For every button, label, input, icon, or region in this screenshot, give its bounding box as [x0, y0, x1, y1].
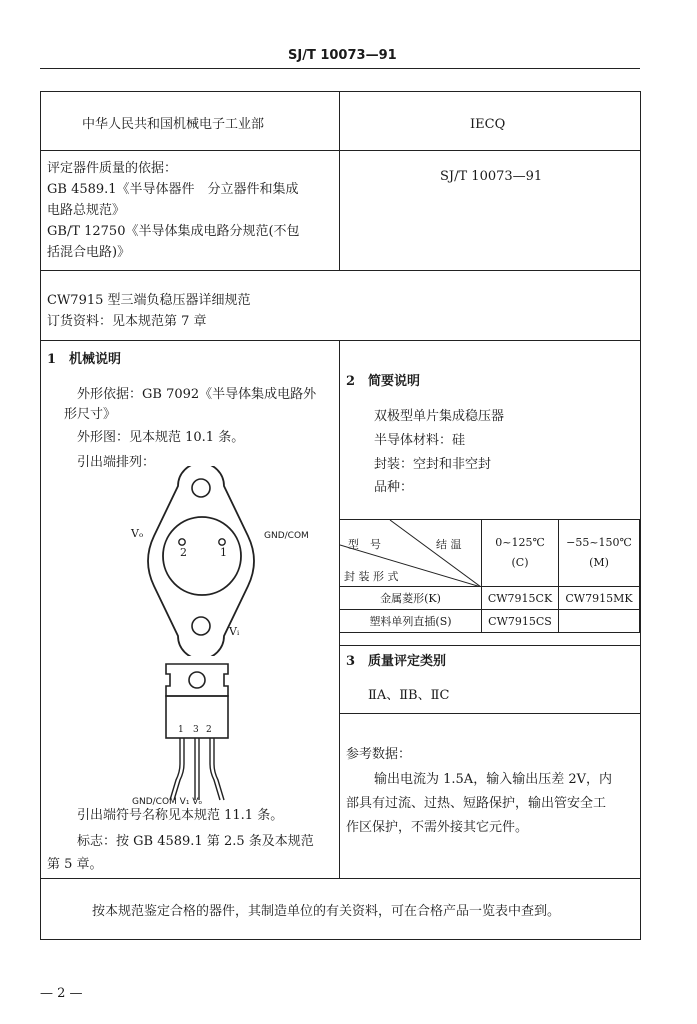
header-rule — [40, 68, 640, 69]
reference-heading: 参考数据： — [346, 747, 412, 762]
right-section-divider — [339, 713, 640, 714]
mech-heading: 1 机械说明 — [47, 352, 122, 367]
variant-c: CW7915CK — [482, 587, 559, 610]
row-divider — [40, 340, 640, 341]
brief-item: 品种： — [374, 480, 414, 495]
package-type: 塑料单列直插(S) — [340, 610, 482, 633]
quality-classes: ⅡA、ⅡB、ⅡC — [368, 688, 450, 703]
brief-item: 双极型单片集成稳压器 — [374, 409, 505, 424]
header-temp: 结 温 — [436, 538, 462, 551]
header-type: 型 号 — [348, 538, 381, 551]
sip-pin-1: 1 — [178, 725, 184, 735]
reference-line: 作区保护，不需外接其它元件。 — [346, 820, 529, 835]
page-number: — 2 — — [40, 986, 83, 1001]
reference-line: 部具有过流、过热、短路保护，输出管安全工 — [346, 796, 607, 811]
column-divider — [339, 91, 340, 271]
row-divider — [40, 878, 640, 879]
ministry-name: 中华人民共和国机械电子工业部 — [82, 117, 265, 132]
sip-pin-2: 2 — [206, 725, 212, 735]
table-row — [340, 610, 640, 633]
marking-reference-cont: 第 5 章。 — [47, 857, 103, 872]
pin-2-label: 2 — [180, 546, 187, 559]
pin-name-reference: 引出端符号名称见本规范 11.1 条。 — [77, 808, 284, 823]
reference-line: 输出电流为 1.5A，输入输出压差 2V，内 — [374, 772, 612, 787]
iecq-label: IECQ — [470, 117, 506, 132]
brief-item: 封装：空封和非空封 — [374, 457, 492, 472]
temp-range-m: −55~150℃ (M) — [559, 520, 640, 587]
ordering-info: 订货资料：见本规范第 7 章 — [47, 314, 207, 329]
to3-package-drawing — [140, 466, 265, 656]
marking-reference: 标志：按 GB 4589.1 第 2.5 条及本规范 — [77, 834, 314, 849]
variant-m — [559, 610, 640, 633]
table-corner-cell — [340, 520, 482, 587]
pin-1-label: 1 — [220, 546, 227, 559]
standard-number-header: SJ/T 10073—91 — [288, 48, 397, 63]
variant-table — [339, 519, 640, 633]
brief-heading: 2 简要说明 — [346, 374, 421, 389]
package-type: 金属菱形(K) — [340, 587, 482, 610]
row-divider — [40, 150, 640, 151]
right-section-divider — [339, 645, 640, 646]
quality-basis: 评定器件质量的依据： GB 4589.1《半导体器件 分立器件和集成 电路总规范》 GB/T 12750《半导体集成电路分规范(不包 括混合电路)》 — [47, 161, 300, 260]
variant-m: CW7915MK — [559, 587, 640, 610]
sip-pin-names: GND/COM V₁ Vₒ — [132, 797, 203, 807]
sip-pin-3: 3 — [193, 725, 199, 735]
table-row — [340, 587, 640, 610]
vo-label: Vₒ — [131, 527, 144, 540]
temp-range-c: 0~125℃ (C) — [482, 520, 559, 587]
gnd-com-label: GND/COM — [264, 531, 309, 541]
spec-title: CW7915 型三端负稳压器详细规范 — [47, 293, 251, 308]
outline-basis: 外形依据：GB 7092《半导体集成电路外 — [77, 387, 317, 402]
brief-item: 半导体材料：硅 — [374, 433, 466, 448]
header-package: 封 装 形 式 — [344, 570, 399, 583]
spec-number: SJ/T 10073—91 — [440, 169, 543, 184]
outline-basis-cont: 形尺寸》 — [64, 407, 117, 422]
pinout-label: 引出端排列： — [77, 455, 156, 470]
vi-label: Vᵢ — [229, 625, 240, 638]
outline-figure-ref: 外形图：见本规范 10.1 条。 — [77, 430, 245, 445]
row-divider — [40, 270, 640, 271]
qualified-products-note: 按本规范鉴定合格的器件，其制造单位的有关资料，可在合格产品一览表中查到。 — [92, 904, 561, 919]
variant-c: CW7915CS — [482, 610, 559, 633]
quality-heading: 3 质量评定类别 — [346, 654, 447, 669]
